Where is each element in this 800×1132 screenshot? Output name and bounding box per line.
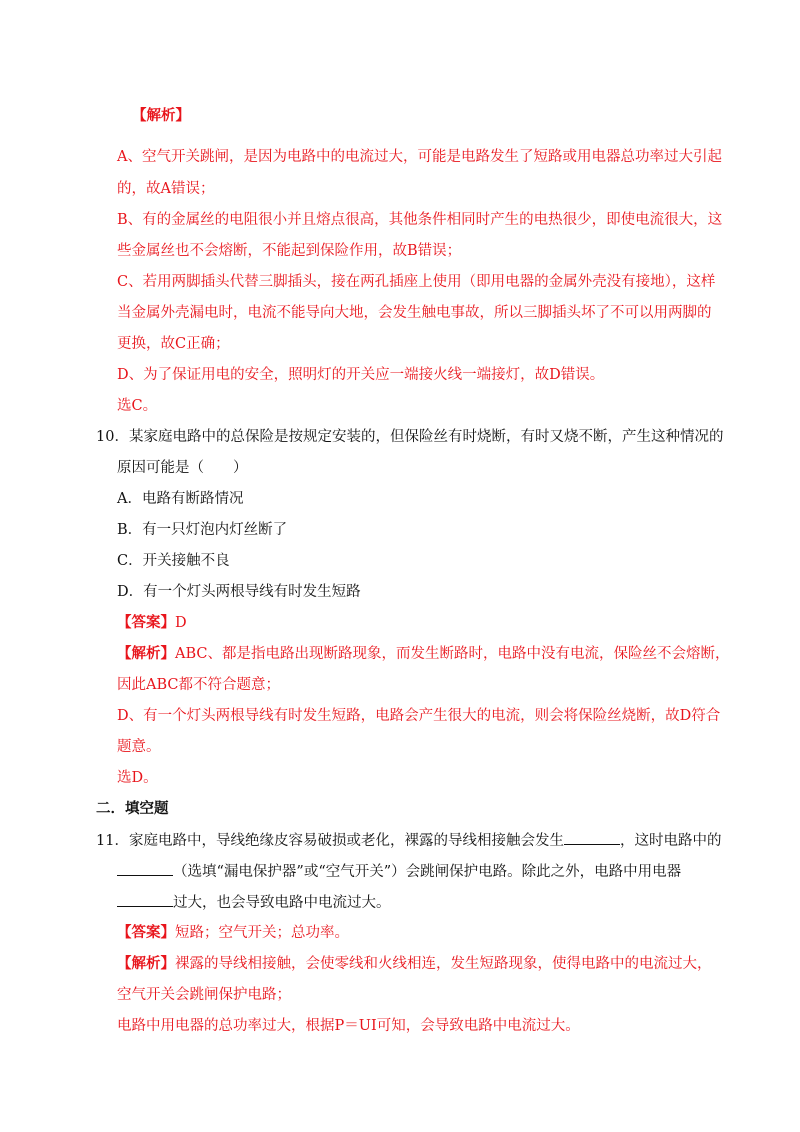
q10-answer-label: 【答案】 <box>117 614 175 631</box>
q9-analysis-line-8: D、为了保证用电的安全，照明灯的开关应一端接火线一端接灯，故D错误。 <box>117 367 605 383</box>
q9-analysis-line-1: A、空气开关跳闸，是因为电路中的电流过大，可能是电路发生了短路或用电器总功率过大引起 <box>117 149 722 165</box>
q10-option-b: B．有一只灯泡内灯丝断了 <box>117 522 288 538</box>
q11-stem-text-1b: ，这时电路中的 <box>619 833 722 849</box>
q10-stem-line-2: 原因可能是（ ） <box>117 460 248 476</box>
q11-stem-line-2 <box>117 861 681 882</box>
q10-option-a: A．电路有断路情况 <box>117 491 244 507</box>
q9-analysis-line-5: C、若用两脚插头代替三脚插头，接在两孔插座上使用（即用电器的金属外壳没有接地），这样 <box>117 274 716 290</box>
q10-analysis-line-4: 题意。 <box>117 739 161 755</box>
q11-analysis-label: 【解析】 <box>117 955 175 972</box>
q11-stem-line-3 <box>117 892 391 913</box>
q11-answer-label: 【答案】 <box>117 924 175 941</box>
q10-answer <box>117 613 187 633</box>
q11-stem-text-2: （选填“漏电保护器”或“空气开关”）会跳闸保护电路。除此之外，电路中用电器 <box>173 864 682 880</box>
q10-option-c: C．开关接触不良 <box>117 553 230 569</box>
q10-analysis-label: 【解析】 <box>117 645 175 662</box>
q11-analysis-line-2: 空气开关会跳闸保护电路； <box>117 987 291 1003</box>
q11-blank-2 <box>117 861 173 876</box>
q10-option-d: D．有一个灯头两根导线有时发生短路 <box>117 584 361 600</box>
q11-answer-value: 短路；空气开关；总功率。 <box>175 925 349 941</box>
q9-analysis-line-7: 更换，故C正确； <box>117 336 230 352</box>
q11-blank-1 <box>564 830 620 845</box>
q11-analysis-line-3: 电路中用电器的总功率过大，根据P＝UI可知，会导致电路中电流过大。 <box>117 1018 580 1034</box>
q11-analysis-text-1: 裸露的导线相接触，会使零线和火线相连，发生短路现象，使得电路中的电流过大， <box>175 956 712 972</box>
q10-analysis-line-1 <box>117 644 730 664</box>
q11-blank-3 <box>117 892 173 907</box>
q10-stem-line-1: 10．某家庭电路中的总保险是按规定安装的，但保险丝有时烧断，有时又烧不断，产生这种情况的 <box>96 429 724 445</box>
q9-analysis-line-2: 的，故A错误； <box>117 181 215 197</box>
q11-stem-text-1a: 11．家庭电路中，导线绝缘皮容易破损或老化，裸露的导线相接触会发生 <box>96 833 564 849</box>
q11-stem-text-3: 过大，也会导致电路中电流过大。 <box>173 895 391 911</box>
q10-analysis-line-5: 选D。 <box>117 770 158 786</box>
q10-answer-value: D <box>175 615 187 631</box>
q11-analysis-line-1 <box>117 954 712 974</box>
q10-analysis-text-1: ABC、都是指电路出现断路现象，而发生断路时，电路中没有电流，保险丝不会熔断， <box>175 646 730 662</box>
q9-analysis-line-3: B、有的金属丝的电阻很小并且熔点很高，其他条件相同时产生的电热很少，即使电流很大，这 <box>117 212 723 228</box>
q9-analysis-line-6: 当金属外壳漏电时，电流不能导向大地，会发生触电事故，所以三脚插头坏了不可以用两脚的 <box>117 305 712 321</box>
q10-analysis-line-2: 因此ABC都不符合题意； <box>117 677 280 693</box>
q10-analysis-line-3: D、有一个灯头两根导线有时发生短路，电路会产生很大的电流，则会将保险丝烧断，故D符合 <box>117 708 721 724</box>
q11-stem-line-1 <box>96 830 721 851</box>
q9-analysis-line-4: 些金属丝也不会熔断，不能起到保险作用，故B错误； <box>117 243 462 259</box>
section-2-title: 二．填空题 <box>96 800 169 817</box>
q11-answer <box>117 923 349 943</box>
q9-analysis-line-9: 选C。 <box>117 398 158 414</box>
q9-analysis-label: 【解析】 <box>132 107 190 124</box>
